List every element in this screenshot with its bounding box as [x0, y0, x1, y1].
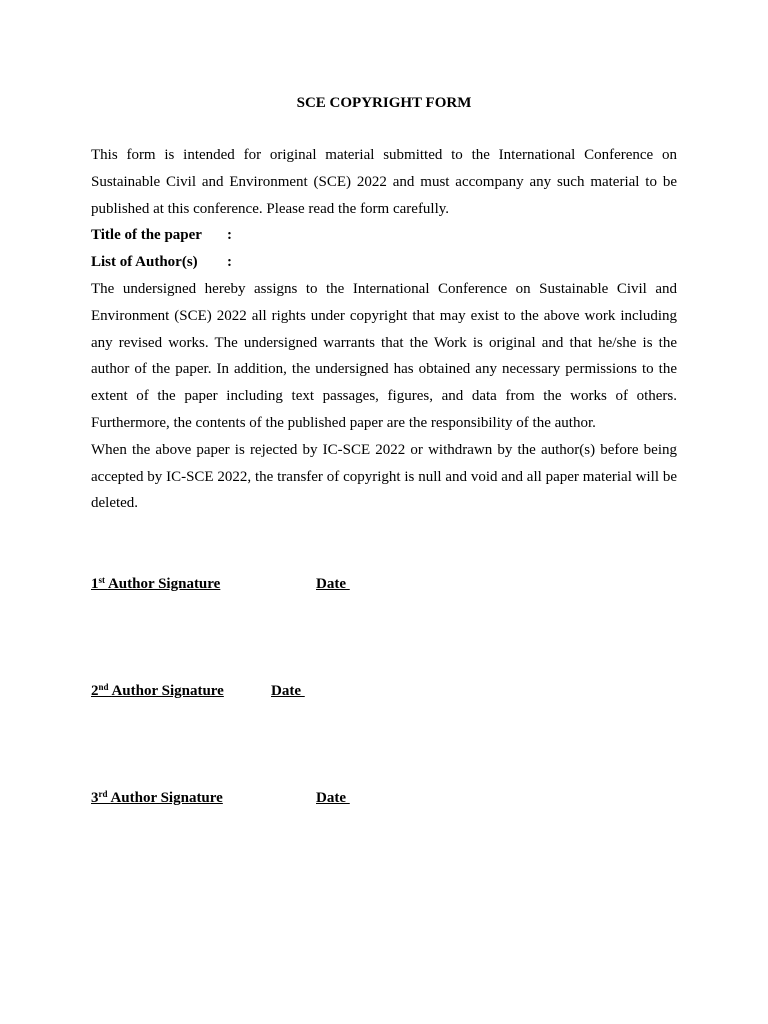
first-author-ordinal-suffix: st: [98, 575, 105, 585]
intro-paragraph: This form is intended for original material submitted to the International Conference on Sustainable Civil and Environment (SCE) 2022 and must accompany any such material to be published at this conference. Please read the form carefully.: [91, 147, 677, 217]
authors-label: List of Author(s): [91, 254, 198, 271]
third-author-date-label: Date: [316, 790, 350, 806]
third-author-signature-line: [91, 788, 350, 808]
authors-field: [91, 249, 677, 276]
second-author-signature-line: [91, 681, 305, 701]
paper-title-separator: :: [227, 227, 232, 244]
first-author-ordinal: 1: [91, 576, 99, 592]
third-author-ordinal-suffix: rd: [98, 789, 108, 799]
second-author-date-label: Date: [271, 683, 305, 699]
assignment-paragraph: The undersigned hereby assigns to the International Conference on Sustainable Civil and Environment (SCE) 2022 all rights under copyright that may exist to the above work including any revised works. The undersigned warrants that the Work is original and that he/she is the author of the paper. In addition, the undersigned has obtained any necessary permissions to the extent of the paper including text passages, figures, and data from the works of others. Furthermore, the contents of the published paper are the responsibility of the author.: [91, 280, 677, 431]
paper-title-field: [91, 222, 677, 249]
form-title: SCE COPYRIGHT FORM: [296, 95, 472, 111]
second-author-signature-text: Author Signature: [111, 683, 224, 699]
second-author-ordinal-suffix: nd: [98, 682, 109, 692]
first-author-signature-text: Author Signature: [107, 576, 221, 592]
authors-separator: :: [227, 254, 232, 271]
second-author-ordinal: 2: [91, 683, 99, 699]
first-author-signature-label: [91, 576, 220, 592]
first-author-signature-line: [91, 574, 350, 594]
third-author-signature-label: [91, 790, 223, 806]
form-body: [91, 142, 677, 517]
third-author-ordinal: 3: [91, 790, 99, 806]
first-author-date-label: Date: [316, 576, 350, 592]
rejection-paragraph: When the above paper is rejected by IC-SCE 2022 or withdrawn by the author(s) before being accepted by IC-SCE 2022, the transfer of copyright is null and void and all paper material will be deleted.: [91, 441, 677, 512]
paper-title-label: Title of the paper: [91, 227, 202, 244]
third-author-signature-text: Author Signature: [110, 790, 223, 806]
second-author-signature-label: [91, 683, 224, 699]
